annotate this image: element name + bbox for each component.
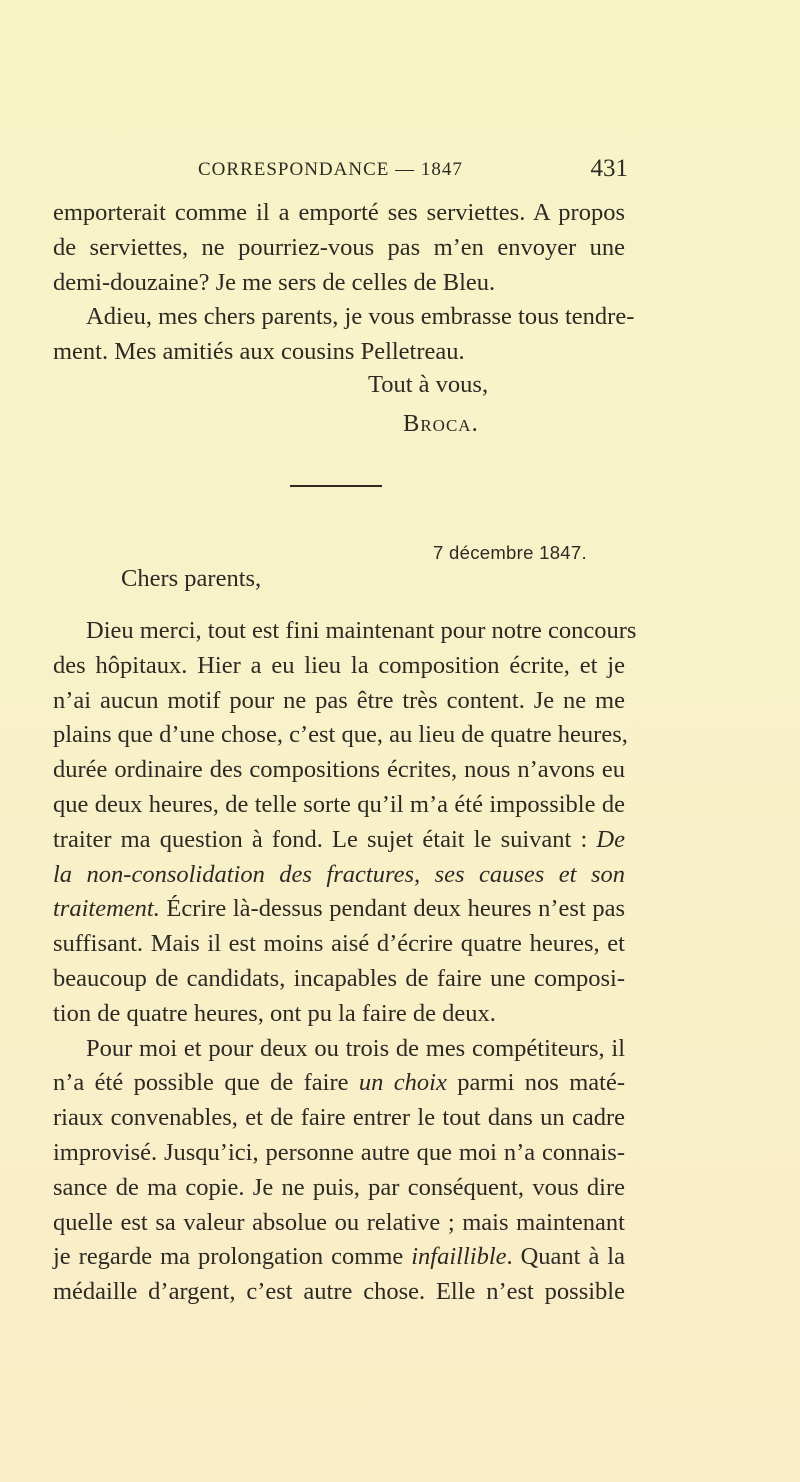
text-line: sance de ma copie. Je ne puis, par conséquent, vous dire	[53, 1173, 625, 1201]
text-run: parmi nos maté-	[446, 1069, 625, 1097]
signature: Broca.	[403, 410, 479, 437]
text-line	[53, 858, 625, 893]
text-run: . Quant à la	[506, 1243, 625, 1271]
text-run: Écrire là-dessus pendant deux heures n’est pas	[159, 895, 625, 923]
letter-date: 7 décembre 1847.	[433, 542, 587, 563]
text-line: Dieu merci, tout est fini maintenant pour notre concours	[86, 617, 637, 644]
text-line: riaux convenables, et de faire entrer le tout dans un cadre	[53, 1104, 625, 1132]
italic-title-run: De	[596, 825, 625, 853]
text-run: je regarde ma prolongation comme	[53, 1243, 412, 1271]
salutation: Chers parents,	[121, 565, 262, 592]
text-line: médaille d’argent, c’est autre chose. Elle n’est possible	[53, 1278, 625, 1306]
text-line: ment. Mes amitiés aux cousins Pelletreau.	[53, 338, 465, 366]
text-line: emporterait comme il a emporté ses serviettes. A propos	[53, 199, 625, 226]
text-line: n’ai aucun motif pour ne pas être très content. Je ne me	[53, 686, 625, 714]
text-line: Adieu, mes chers parents, je vous embrasse tous tendre-	[86, 303, 635, 331]
text-line: que deux heures, de telle sorte qu’il m’a été impossible de	[53, 790, 625, 818]
text-line: quelle est sa valeur absolue ou relative ; mais maintenant	[53, 1208, 625, 1236]
continuation-text	[53, 196, 635, 370]
italic-run: infaillible	[411, 1243, 507, 1271]
text-line: durée ordinaire des compositions écrites, nous n’avons eu	[53, 756, 625, 784]
page-number: 431	[590, 155, 628, 182]
text-line: suffisant. Mais il est moins aisé d’écrire quatre heures, et	[53, 930, 625, 958]
running-title: CORRESPONDANCE — 1847	[198, 159, 463, 180]
text-line: demi-douzaine? Je me sers de celles de Bleu.	[53, 268, 496, 296]
section-divider	[290, 485, 382, 487]
text-run: traiter ma question à fond. Le sujet était le suivant :	[53, 825, 597, 853]
text-run: n’a été possible que de faire	[53, 1069, 359, 1097]
text-line: improvisé. Jusqu’ici, personne autre que moi n’a connais-	[53, 1138, 625, 1166]
text-line: tion de quatre heures, ont pu la faire de deux.	[53, 999, 496, 1027]
text-line: de serviettes, ne pourriez-vous pas m’en envoyer une	[53, 233, 625, 261]
text-line: des hôpitaux. Hier a eu lieu la composition écrite, et je	[53, 651, 625, 679]
text-line	[53, 823, 625, 858]
text-line: Pour moi et pour deux ou trois de mes compétiteurs, il	[86, 1034, 625, 1062]
text-line	[53, 1240, 625, 1275]
text-line	[53, 892, 625, 927]
valediction: Tout à vous,	[368, 371, 489, 398]
text-line	[53, 1066, 625, 1101]
italic-title-run: traitement.	[53, 895, 160, 923]
text-line: plains que d’une chose, c’est que, au lieu de quatre heures,	[53, 721, 628, 749]
letter-body	[53, 614, 637, 1310]
running-head	[198, 155, 628, 187]
italic-run: un choix	[358, 1069, 447, 1097]
italic-title-run: la non-consolidation des fractures, ses causes et son	[53, 860, 625, 888]
text-line: beaucoup de candidats, incapables de faire une composi-	[53, 964, 625, 992]
